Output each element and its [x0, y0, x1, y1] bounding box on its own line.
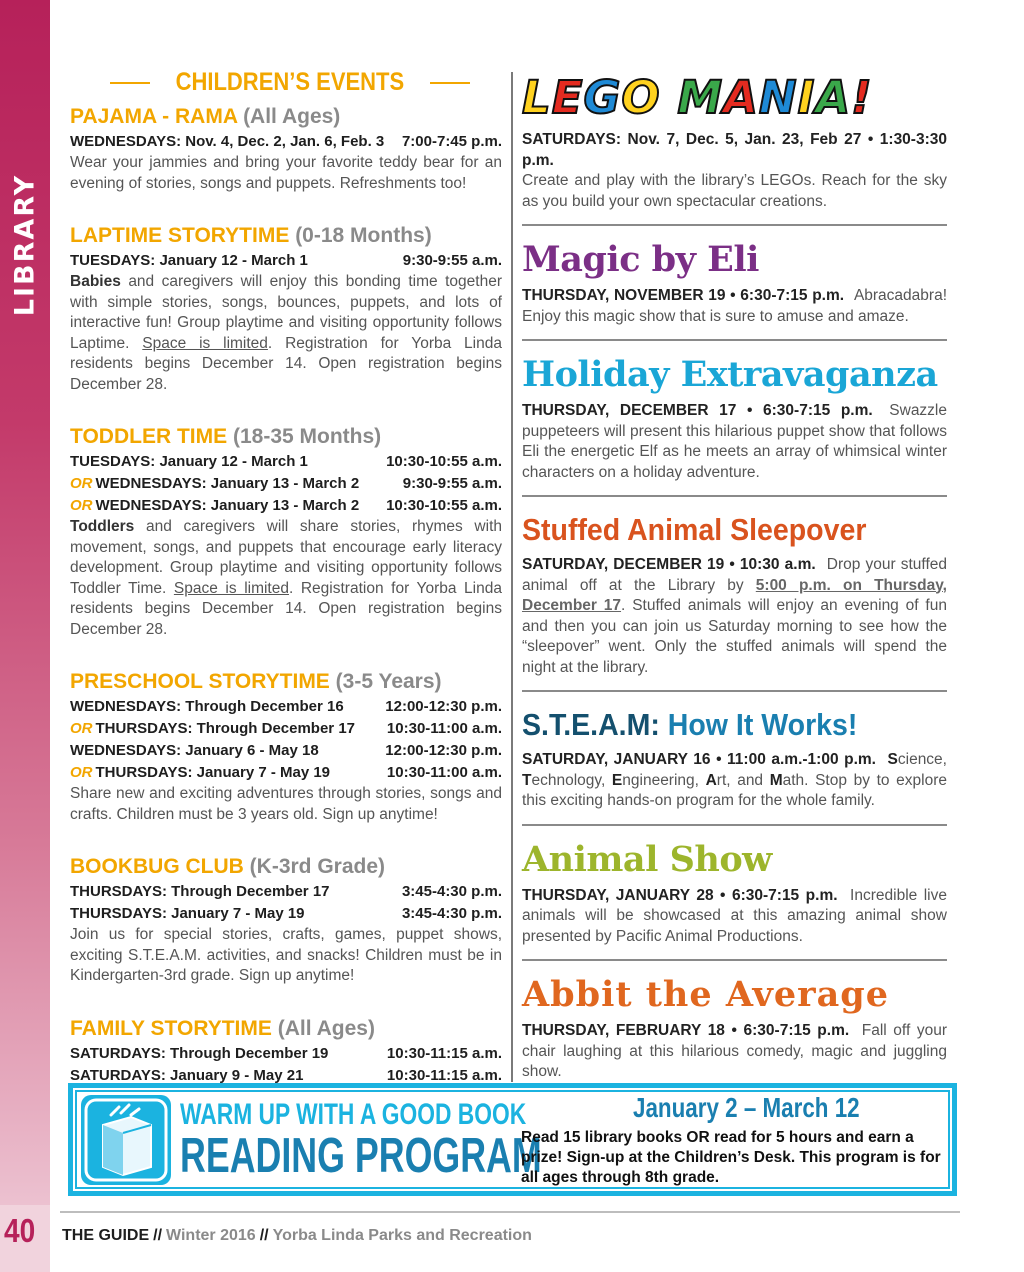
event-title: PAJAMA - RAMA (All Ages)	[70, 105, 341, 128]
event-title: Stuffed Animal Sleepover	[522, 512, 867, 547]
event-title: S.T.E.A.M: How It Works!	[522, 707, 858, 742]
event-description: THURSDAY, JANUARY 28 • 6:30-7:15 p.m. Incredible live animals will be showcased at this amazing animal show presented by Pacific Animal Productions.	[522, 886, 948, 945]
page-footer: THE GUIDE // Winter 2016 // Yorba Linda Parks and Recreation	[62, 1227, 532, 1244]
schedule-row: OR WEDNESDAYS: January 13 - March 2 10:30-10:55 a.m.	[70, 497, 502, 514]
schedule-row: WEDNESDAYS: January 6 - May 18 12:00-12:30 p.m.	[70, 742, 502, 759]
event-description: Join us for special stories, crafts, games, puppet shows, exciting S.T.E.A.M. activities, and snacks! Children must be in Kindergarten-3rd grade. Sign up anytime!	[70, 926, 502, 984]
event-laptime-storytime	[70, 222, 502, 395]
drop-off-deadline: 5:00 p.m. on Thursday, December 17	[522, 576, 947, 614]
banner-dates: January 2 – March 12	[633, 1092, 860, 1123]
event-title: LAPTIME STORYTIME (0-18 Months)	[70, 224, 432, 247]
page-number: 40	[4, 1212, 36, 1249]
schedule-row: TUESDAYS: January 12 - March 1 10:30-10:55 a.m.	[70, 453, 502, 470]
banner-description: Read 15 library books OR read for 5 hours and earn a prize! Sign-up at the Children’s Desk. This program is for all ages through 8th grade.	[521, 1129, 941, 1186]
childrens-events-header: CHILDREN’S EVENTS	[110, 68, 470, 97]
event-description: THURSDAY, FEBRUARY 18 • 6:30-7:15 p.m. Fall off your chair laughing at this hilarious comedy, magic and juggling show.	[522, 1022, 947, 1080]
event-description: SATURDAY, JANUARY 16 • 11:00 a.m.-1:00 p.m. Science, Technology, Engineering, Art, and Math. Stop by to explore this exciting hands-on program for the whole family.	[522, 751, 947, 809]
schedule-row: TUESDAYS: January 12 - March 1 9:30-9:55 a.m.	[70, 252, 502, 269]
section-label: LIBRARY	[9, 173, 41, 317]
event-title: Abbit the Average	[522, 974, 890, 1015]
event-animal-show	[522, 838, 947, 962]
event-title: Magic by Eli	[522, 239, 759, 280]
space-limited-note: Space is limited	[142, 334, 268, 352]
schedule-row: THURSDAYS: Through December 17 3:45-4:30 p.m.	[70, 883, 502, 900]
lego-mania-logo: LEGO MANIA!	[522, 71, 873, 124]
event-description: Share new and exciting adventures through stories, songs and crafts. Children must be 3 years old. Sign up anytime!	[70, 785, 502, 823]
event-description: THURSDAY, DECEMBER 17 • 6:30-7:15 p.m. Swazzle puppeteers will present this hilarious puppet show that follows Eli the energetic Elf as he meets an array of whimsical winter characters on a holiday adventure.	[522, 402, 947, 481]
event-bookbug-club	[70, 853, 502, 987]
schedule-row: SATURDAYS: January 9 - May 21 10:30-11:15 a.m.	[70, 1066, 502, 1084]
event-abbit-the-average	[522, 973, 947, 1095]
space-limited-note: Space is limited	[173, 579, 289, 597]
event-stuffed-animal-sleepover	[522, 509, 947, 692]
event-lego-mania	[522, 70, 947, 226]
event-title: FAMILY STORYTIME (All Ages)	[70, 1016, 375, 1040]
event-description: SATURDAY, DECEMBER 19 • 10:30 a.m. Drop your stuffed animal off at the Library by 5:00 p.m. on Thursday, December 17. Stuffed animals will enjoy an evening of fun and then you can join us Saturday morning to see how the “sleepover” went. Only the stuffed animals will spend the night at the library.	[522, 556, 947, 676]
schedule-row: OR THURSDAYS: January 7 - May 19 10:30-11:00 a.m.	[70, 764, 502, 781]
event-title: BOOKBUG CLUB (K-3rd Grade)	[70, 855, 386, 878]
event-title: Animal Show	[522, 838, 772, 880]
event-description: Wear your jammies and bring your favorite teddy bear for an evening of stories, songs and puppets. Refreshments too!	[70, 154, 502, 192]
banner-tagline: WARM UP WITH A GOOD BOOK	[180, 1098, 527, 1131]
childrens-events-column	[70, 68, 502, 1128]
event-description: SATURDAYS: Nov. 7, Dec. 5, Jan. 23, Feb 27 • 1:30-3:30 p.m. Create and play with the library’s LEGOs. Reach for the sky as you build your own spectacular creations.	[522, 131, 947, 210]
schedule-row: WEDNESDAYS: Nov. 4, Dec. 2, Jan. 6, Feb. 3 7:00-7:45 p.m.	[70, 133, 502, 150]
schedule-row: OR WEDNESDAYS: January 13 - March 2 9:30-9:55 a.m.	[70, 475, 502, 492]
event-steam	[522, 704, 947, 826]
event-toddler-time	[70, 423, 502, 640]
header-rule	[430, 82, 470, 84]
schedule-row: WEDNESDAYS: Through December 16 12:00-12:30 p.m.	[70, 698, 502, 715]
schedule-row: THURSDAYS: January 7 - May 19 3:45-4:30 p.m.	[70, 905, 502, 922]
event-description: THURSDAY, NOVEMBER 19 • 6:30-7:15 p.m. Abracadabra! Enjoy this magic show that is sure to amuse and amaze.	[522, 287, 947, 325]
schedule-row: SATURDAYS: Through December 19 10:30-11:15 a.m.	[70, 1044, 502, 1062]
event-description: Toddlers and caregivers will share stories, rhymes with movement, songs, and puppets that encourage early literacy development. Group playtime and visiting opportunity follows Toddler Time. Space is limited. Registration for Yorba Linda residents begins December 14. Open registration begins December 28.	[70, 518, 502, 638]
book-icon	[81, 1095, 171, 1185]
event-magic-by-eli	[522, 238, 947, 341]
special-events-column	[522, 70, 957, 1107]
header-rule	[110, 82, 150, 84]
event-description: Babies and caregivers will enjoy this bonding time together with simple stories, songs, bounces, puppets, and lots of interactive fun! Group playtime and visiting opportunity follows Laptime. Space is limited. Registration for Yorba Linda residents begins December 14. Open registration begins December 28.	[70, 273, 502, 393]
event-pajama-rama	[70, 103, 502, 194]
event-preschool-storytime	[70, 668, 502, 825]
event-title: TODDLER TIME (18-35 Months)	[70, 425, 382, 448]
side-tab	[0, 0, 50, 1205]
banner-title: READING PROGRAM	[180, 1129, 542, 1183]
event-title: Holiday Extravaganza	[522, 354, 938, 395]
footer-rule	[60, 1211, 960, 1213]
event-holiday-extravaganza	[522, 353, 947, 497]
schedule-row: OR THURSDAYS: Through December 17 10:30-11:00 a.m.	[70, 720, 502, 737]
column-divider	[511, 72, 513, 1082]
reading-program-banner	[68, 1083, 957, 1196]
event-title: PRESCHOOL STORYTIME (3-5 Years)	[70, 670, 442, 693]
